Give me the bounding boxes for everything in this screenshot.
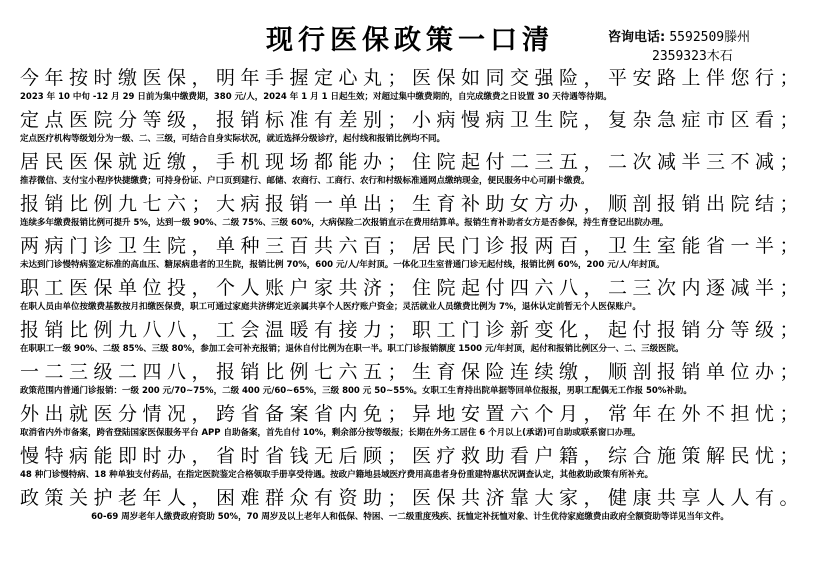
verse-line: 慢特病能即时办，省时省钱无后顾；医疗救助看户籍，综合施策解民忧； [20,445,800,467]
section-1 [20,66,800,104]
hotline-place-1: 滕州 [724,30,751,45]
explanation-note: 48 种门诊慢特病、18 种单独支付药品，在指定医院鉴定合格领取手册享受待遇。按政户籍地县域医疗费用高患者身份重建特惠状况调查认定，其他救助政策有所补充。 [20,470,654,480]
section-4 [20,192,800,230]
explanation-note: 推荐微信、支付宝小程序快捷缴费；可持身份证、户口页到建行、邮储、农商行、工商行、农行和村级标准通网点缴纳现金，便民服务中心可刷卡缴费。 [20,176,590,186]
verse-line: 政策关护老年人，困难群众有资助；医保共济靠大家，健康共享人人有。 [20,487,800,509]
verse-line: 今年按时缴医保，明年手握定心丸；医保如同交强险，平安路上伴您行； [20,67,800,89]
section-2 [20,108,800,146]
policy-body [20,66,800,528]
hotline-box [608,28,814,66]
section-11 [20,486,800,524]
hotline-line-2 [608,47,814,66]
verse-line: 居民医保就近缴，手机现场都能办；住院起付二三五，二次减半三不减； [20,151,800,173]
section-7 [20,318,800,356]
verse-line: 报销比例九七六；大病报销一单出；生育补助女方办，顺剖报销出院结； [20,193,800,215]
explanation-note: 定点医疗机构等级划分为一级、二、三级，可结合自身实际状况，就近选择分级诊疗，起付线和报销比例均不同。 [20,134,446,144]
hotline-number-2: 2359323 [652,49,707,64]
hotline-place-2: 木石 [706,49,733,64]
page-title: 现行医保政策一口清 [266,25,554,56]
section-5 [20,234,800,272]
section-6 [20,276,800,314]
explanation-note: 在职职工一级 90%、二级 85%、三级 80%，参加工会可补充报销；退休自付比例为在职一半。职工门诊报销额度 1500 元/年封顶，起付和报销比例区分一、二、三级医院。 [20,344,684,354]
section-9 [20,402,800,440]
hotline-line-1 [608,28,814,47]
explanation-note: 未达到门诊慢特病鉴定标准的高血压、糖尿病患者的卫生院，报销比例 70%，600 元/人/年封顶。一体化卫生室普通门诊无起付线，报销比例 60%，200 元/人/年封顶。 [20,260,665,270]
explanation-note: 2023 年 10 中旬 -12 月 29 日前为集中缴费期，380 元/人，2024 年 1 月 1 日起生效；对超过集中缴费期的，自完成缴费之日设置 30 天待遇等待期。 [20,92,612,102]
explanation-note: 连续多年缴费报销比例可提升 5%，达到一级 90%、二级 75%、三级 60%，大病保险二次报销直示在费用结算单。报销生育补助者女方是否参保，持生育登记出院办理。 [20,218,669,228]
verse-line: 定点医院分等级，报销标准有差别；小病慢病卫生院，复杂急症市区看； [20,109,800,131]
section-10 [20,444,800,482]
verse-line: 一二三级二四八，报销比例七六五；生育保险连续缴，顺剖报销单位办； [20,361,800,383]
section-8 [20,360,800,398]
hotline-number-1: 5592509 [669,30,725,45]
explanation-note: 取消省内外市备案，跨省登陆国家医保服务平台 APP 自助备案，首先自付 10%，剩余部分按等级报；长期在外务工居住 6 个月以上(承诺)可自助或联系窗口办理。 [20,428,641,438]
verse-line: 两病门诊卫生院，单种三百共六百；居民门诊报两百，卫生室能省一半； [20,235,800,257]
section-3 [20,150,800,188]
verse-line: 报销比例九八八，工会温暖有接力；职工门诊新变化，起付报销分等级； [20,319,800,341]
explanation-note: 在职人员由单位按缴费基数按月扣缴医保费，职工可通过家庭共济绑定近亲属共享个人医疗账户资金；灵活就业人员缴费比例为 7%，退休认定前暂无个人医保账户。 [20,302,641,312]
verse-line: 职工医保单位投，个人账户家共济；住院起付四六八，二三次内逐减半； [20,277,800,299]
explanation-note: 60-69 周岁老年人缴费政府资助 50%，70 周岁及以上老年人和低保、特困、一二级重度残疾、抚恤定补抚恤对象、计生优待家庭缴费由政府全额资助等详见当年文件。 [91,512,729,522]
verse-line: 外出就医分情况，跨省备案省内免；异地安置六个月，常年在外不担忧； [20,403,800,425]
hotline-label: 咨询电话: [608,30,666,45]
explanation-note: 政策范围内普通门诊报销：一级 200 元/70~75%，二级 400 元/60~65%，三级 800 元 50~55%。女职工生育持出院单据等回单位报报，男职工配偶无工作报 50%补助。 [20,386,692,396]
